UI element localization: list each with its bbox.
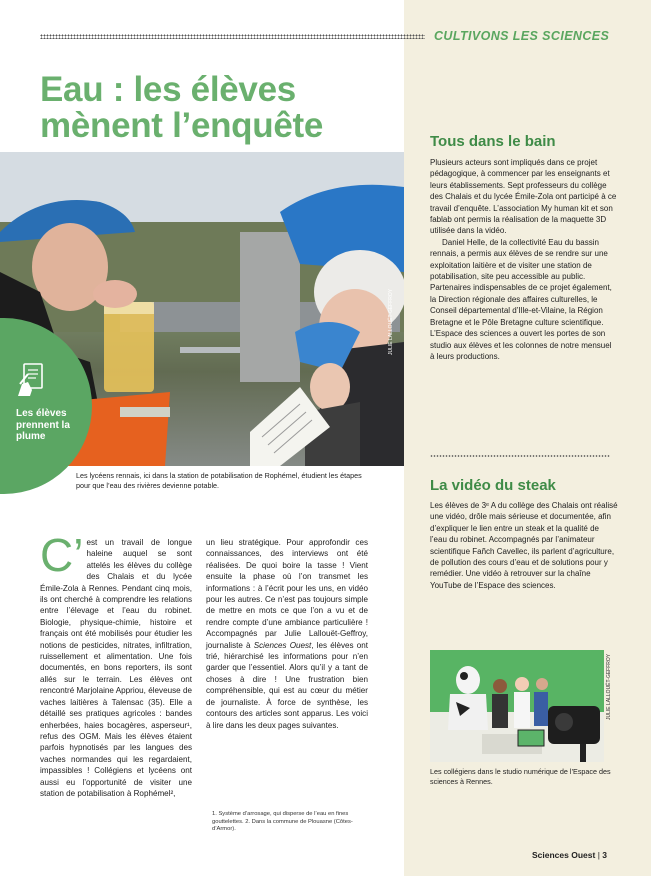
studio-illustration [430, 650, 604, 762]
sidebar-box1-text [430, 157, 618, 362]
studio-photo [430, 650, 604, 762]
drop-cap: C’ [40, 529, 84, 581]
article-body-1: est un travail de longue haleine auquel se sont attelés les élèves du collège des Chalais et du lycée Émile-Zola à Rennes. Pendant cinq mois, ils ont cherché à comprendre les relations entre l’élevage et l’eau du robinet. Biologie, physique-chimie, histoire et français ont été mobilisés pour étudier les notions de pesticides, nitrates, infiltration, ruissellement et alimentation. Une fois documentés, en bons reporters, ils sont allés sur le terrain. Les élèves ont rencontré Marjolaine Appriou, éleveuse de vaches laitières à Talensac (35). Elle a détaillé ses pratiques agricoles : bandes enherbées, haies bocagères, asperseur¹, refus des OGM. Mais les élèves étaient parfois hypnotisés par les langues des vaches normandes qui les regardaient, impassibles ! Collégiens et lycéens ont aussi eu l’opportunité de visiter une station de potabilisation à Rophémel², [40, 538, 192, 798]
sidebar-box2-title: La vidéo du steak [430, 477, 556, 494]
photo-credit: JULIE LALLOUËT-GEFFROY [388, 288, 394, 355]
dotted-rule [40, 34, 425, 39]
badge-label: Les élèves prennent la plume [16, 408, 70, 442]
section-rubric: CULTIVONS LES SCIENCES [434, 29, 610, 43]
writing-hand-icon [16, 362, 48, 398]
sidebar-box1-paragraph-1: Plusieurs acteurs sont impliqués dans ce projet pédagogique, à commencer par les enseignants et leurs établissements. Sept professeurs du collège des Chalais et du lycée Émile-Zola ont participé à ce travail d’enquête. L’association My human kit et son fablab ont permis la réalisation de la maquette 3D utilisée dans la vidéo. [430, 158, 617, 236]
footnotes: 1. Système d’arrosage, qui disperse de l’eau en fines gouttelettes. 2. Dans la commune de Plouasne (Côtes-d’Armor). [212, 811, 353, 832]
sidebar-box1-title: Tous dans le bain [430, 133, 556, 150]
folio-separator: | [597, 850, 600, 860]
article-title: Eau : les élèves mènent l’enquête [40, 70, 324, 145]
photo-caption: Les lycéens rennais, ici dans la station de potabilisation de Rophémel, étudient les étapes pour que l’eau des rivières devienne potable. [76, 471, 362, 490]
page-number: 3 [602, 850, 608, 860]
studio-caption: Les collégiens dans le studio numérique de l’Espace des sciences à Rennes. [430, 767, 611, 786]
magazine-name: Sciences Ouest [253, 640, 312, 650]
article-body-2: un lieu stratégique. Pour approfondir ces connaissances, des interviews ont été réalisées. De quoi boire la tasse ! Vient ensuite la phase où l’on transmet les informations : à l’écrit pour les uns, en vidéo pour les autres. Ce n’est pas toujours simple de mettre en mots ce que l’on a vu et de rendre compte d’une ambiance particulière ! Accompagnés par Julie Lallouët-Geffroy, journaliste à Sciences Ouest, les élèves ont trié, hiérarchisé les informations pour n’en garder que l’essentiel. Alors qu’il y a tant de choses à dire ! Une frustration bien compréhensible, qui est au cœur du métier de journaliste. À force de synthèse, les contours des articles sont apparus. Les voici à lire dans les deux pages suivantes. [206, 538, 368, 730]
sidebar-separator [430, 455, 610, 457]
sidebar-box2-text: Les élèves de 3ᵉ A du collège des Chalais ont réalisé une vidéo, drôle mais sérieuse et documentée, afin d’expliquer le lien entre un steak et la qualité de l’eau du robinet. Accompagnés par l’animateur scientifique Fañch Cavellec, ils parlent d’agriculture, de pollution des cours d’eau et de solutions pour y remédier. Une vidéo à retrouver sur la chaîne YouTube de l’Espace des sciences. [430, 501, 618, 590]
sidebar-box1-paragraph-2: Daniel Helle, de la collectivité Eau du bassin rennais, a permis aux élèves de se rendre sur une exploitation laitière et de visiter une station de potabilisation, site peu accessible au public. Partenaires indispensables de ce projet également, la Direction régionale des affaires culturelles, le Conseil départemental d’Ille-et-Vilaine, la Région Bretagne et le Pôle Bretagne culture scientifique. L’Espace des sciences a ouvert les portes de son studio aux élèves et les colonnes de notre mensuel à leurs productions. [430, 237, 612, 361]
article-column-2 [206, 537, 368, 731]
magazine-title: Sciences Ouest [532, 850, 596, 860]
article-column-1 [40, 529, 192, 799]
page-folio [532, 850, 607, 860]
studio-photo-credit: JULIE LALLOUËT-GEFFROY [606, 653, 612, 720]
